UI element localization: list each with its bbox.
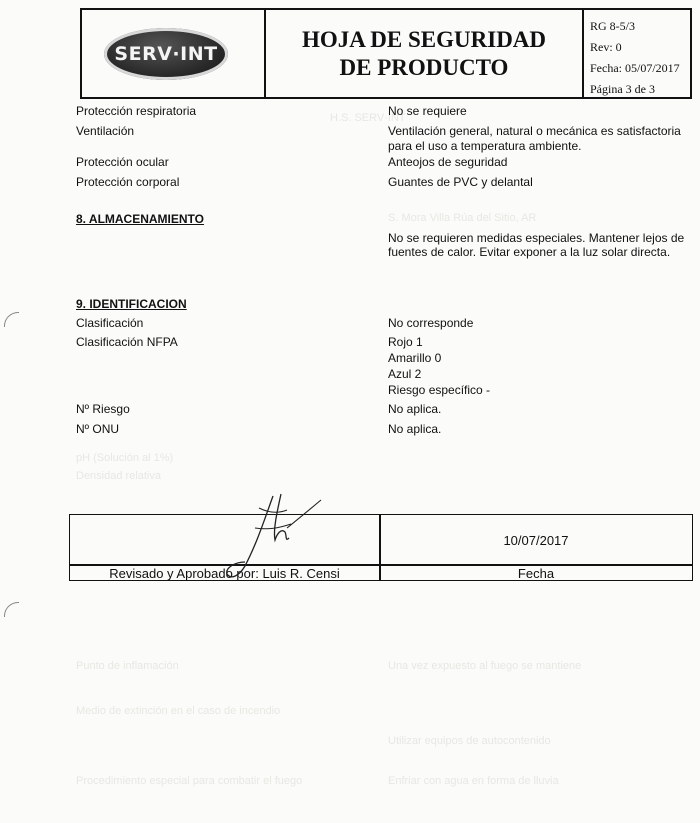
nfpa-yellow: Amarillo 0 — [388, 351, 442, 365]
row-value-un-number: No aplica. — [388, 422, 442, 436]
row-label-classification: Clasificación — [76, 316, 144, 330]
title-line-2: DE PRODUCTO — [339, 54, 509, 80]
row-value-classification: No corresponde — [388, 316, 474, 330]
document-title — [266, 10, 582, 97]
approval-date-value: 10/07/2017 — [503, 533, 569, 548]
document-meta — [590, 16, 680, 100]
punch-hole-mark — [4, 312, 19, 327]
title-line-1: HOJA DE SEGURIDAD — [301, 26, 547, 52]
company-logo — [104, 28, 228, 80]
row-label-body-protection: Protección corporal — [76, 175, 180, 189]
punch-hole-mark — [4, 602, 19, 617]
row-value-eye-protection: Anteojos de seguridad — [388, 155, 508, 169]
header-divider — [582, 10, 584, 97]
nfpa-blue: Azul 2 — [388, 367, 422, 381]
approval-box — [69, 514, 693, 581]
approval-reviewed-label: Revisado y Aprobado por: Luis R. Censi — [109, 566, 340, 581]
row-value-risk-number: No aplica. — [388, 402, 442, 416]
row-label-un-number: Nº ONU — [76, 422, 120, 436]
nfpa-specific: Riesgo específico - — [388, 383, 491, 397]
doc-date: Fecha: 05/07/2017 — [590, 61, 680, 75]
row-value-ventilation-1: Ventilación general, natural o mecánica es satisfactoria — [388, 124, 681, 138]
row-value-respiratory: No se requiere — [388, 104, 467, 118]
doc-revision: Rev: 0 — [590, 40, 622, 54]
storage-text-2: fuentes de calor. Evitar exponer a la luz solar directa. — [388, 245, 671, 259]
approval-date-label: Fecha — [517, 566, 555, 581]
section-8-title: 8. ALMACENAMIENTO — [76, 212, 205, 226]
doc-page: Página 3 de 3 — [590, 82, 655, 96]
logo-text: SERV·INT — [114, 43, 218, 65]
document-header — [80, 8, 692, 99]
row-label-eye-protection: Protección ocular — [76, 155, 169, 169]
row-label-risk-number: Nº Riesgo — [76, 402, 130, 416]
signature-scribble — [215, 488, 330, 588]
nfpa-red: Rojo 1 — [388, 335, 423, 349]
row-label-ventilation: Ventilación — [76, 124, 135, 138]
row-label-nfpa: Clasificación NFPA — [76, 335, 178, 349]
section-9-title: 9. IDENTIFICACION — [76, 297, 187, 311]
storage-text-1: No se requieren medidas especiales. Mantener lejos de — [388, 231, 685, 245]
row-value-ventilation-2: para el uso a temperatura ambiente. — [388, 139, 582, 153]
row-value-body-protection: Guantes de PVC y delantal — [388, 175, 533, 189]
row-label-respiratory: Protección respiratoria — [76, 104, 197, 118]
doc-code: RG 8-5/3 — [590, 19, 635, 33]
